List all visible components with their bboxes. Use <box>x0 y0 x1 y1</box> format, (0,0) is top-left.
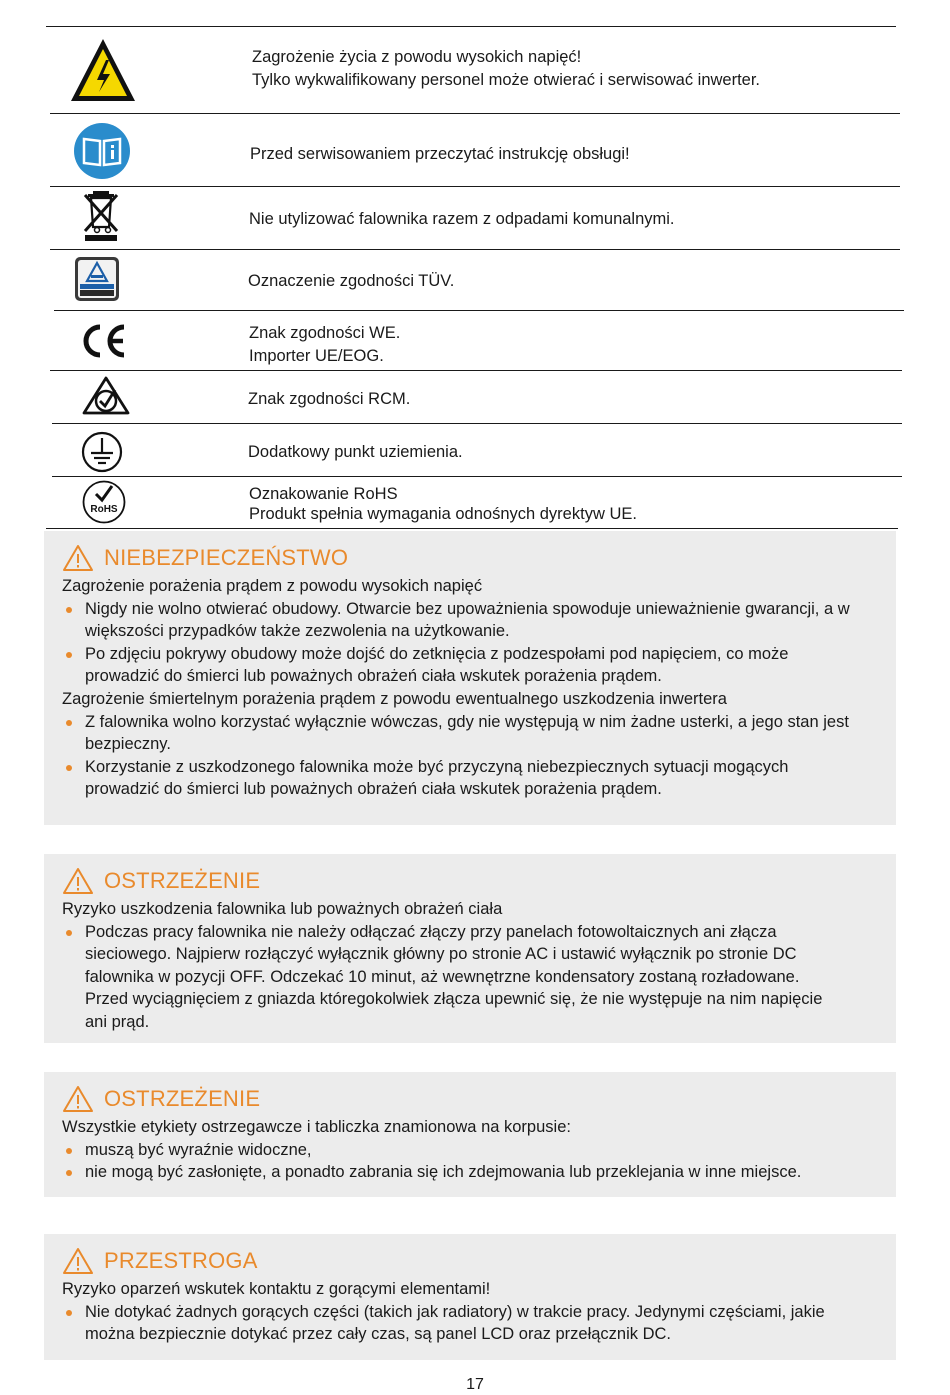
notice-bullet-item: Korzystanie z uszkodzonego falownika może być przyczyną niebezpiecznych sytuacji mogących <box>62 756 896 779</box>
warning-triangle-icon <box>62 867 94 895</box>
table-rule <box>46 26 896 27</box>
symbol-description: Importer UE/EOG. <box>249 347 384 365</box>
notice-bullet-continuation: falownika w pozycji OFF. Odczekać 10 minut, aż wewnętrzne kondensatory zostaną rozładowane. <box>85 967 800 986</box>
notice-body <box>62 898 896 1034</box>
warning-notice <box>44 854 896 1043</box>
notice-bullet-item: Z falownika wolno korzystać wyłącznie wówczas, gdy nie występują w nim żadne usterki, a jego stan jest <box>62 711 896 734</box>
symbol-description: Znak zgodności WE. <box>249 324 401 342</box>
page-number: 17 <box>466 1376 484 1393</box>
symbol-description: Dodatkowy punkt uziemienia. <box>248 443 463 461</box>
notice-title: OSTRZEŻENIE <box>104 1086 261 1111</box>
notice-subheading: Ryzyko oparzeń wskutek kontaktu z gorącymi elementami! <box>62 1280 491 1298</box>
notice-subheading: Wszystkie etykiety ostrzegawcze i tabliczka znamionowa na korpusie: <box>62 1118 571 1136</box>
rohs-icon <box>80 480 128 524</box>
notice-bullet-continuation: większości przypadków także zezwolenia na użytkowanie. <box>85 622 510 641</box>
notice-bullet-item: Podczas pracy falownika nie należy odłączać złączy przy panelach fotowoltaicznych ani złącza <box>62 921 896 944</box>
notice-bullet-continuation: sieciowego. Najpierw rozłączyć wyłącznik główny po stronie AC i ustawić wyłącznik po stronie DC <box>85 945 797 964</box>
symbol-table <box>0 0 950 530</box>
notice-bullet-item: Po zdjęciu pokrywy obudowy może dojść do zetknięcia z podzespołami pod napięciem, co może <box>62 643 896 666</box>
symbol-description: Produkt spełnia wymagania odnośnych dyrektyw UE. <box>249 505 637 523</box>
notice-title: PRZESTROGA <box>104 1248 258 1273</box>
symbol-description: Przed serwisowaniem przeczytać instrukcję obsługi! <box>250 145 630 163</box>
warning-triangle-icon <box>62 1247 94 1275</box>
table-rule <box>54 310 904 311</box>
table-rule <box>52 476 902 477</box>
notice-title: NIEBEZPIECZEŃSTWO <box>104 545 349 570</box>
symbol-description: Znak zgodności RCM. <box>248 390 411 408</box>
notice-bullet-item: Nigdy nie wolno otwierać obudowy. Otwarcie bez upoważnienia spowoduje unieważnienie gwarancji, a w <box>62 598 896 621</box>
notice-body <box>62 1116 896 1184</box>
symbol-description: Nie utylizować falownika razem z odpadami komunalnymi. <box>249 210 675 228</box>
symbol-description: Zagrożenie życia z powodu wysokich napięć! <box>252 48 582 66</box>
table-rule <box>50 370 902 371</box>
symbol-description: Oznaczenie zgodności TÜV. <box>248 272 455 290</box>
notice-bullet-item: muszą być wyraźnie widoczne, <box>62 1139 896 1162</box>
warning-notice <box>44 1072 896 1197</box>
ground-icon <box>80 430 124 474</box>
notice-body <box>62 575 896 801</box>
notice-subheading: Ryzyko uszkodzenia falownika lub poważnych obrażeń ciała <box>62 900 503 918</box>
notice-subheading: Zagrożenie porażenia prądem z powodu wysokich napięć <box>62 577 483 595</box>
notice-bullet-continuation: bezpieczny. <box>85 735 171 754</box>
symbol-description: Tylko wykwalifikowany personel może otwierać i serwisować inwerter. <box>252 71 761 89</box>
symbol-description: Oznakowanie RoHS <box>249 485 398 503</box>
table-rule <box>50 186 900 187</box>
table-rule <box>52 423 902 424</box>
table-rule <box>46 528 898 529</box>
notice-bullet-continuation: można bezpiecznie dotykać przez cały czas, są panel LCD oraz przełącznik DC. <box>85 1325 672 1344</box>
danger-notice <box>44 531 896 825</box>
notice-bullet-continuation: prowadzić do śmierci lub poważnych obrażeń ciała wskutek porażenia prądem. <box>85 667 662 686</box>
warning-triangle-icon <box>62 544 94 572</box>
notice-bullet-continuation: Przed wyciągnięciem z gniazda któregokolwiek złącza upewnić się, że nie występuje na nim napięcie <box>85 990 823 1009</box>
tuv-certified-icon <box>74 256 120 302</box>
read-manual-icon <box>72 122 132 180</box>
notice-subheading: Zagrożenie śmiertelnym porażenia prądem z powodu ewentualnego uszkodzenia inwertera <box>62 689 727 708</box>
notice-bullet-item: nie mogą być zasłonięte, a ponadto zabrania się ich zdejmowania lub przeklejania w inne miejsce. <box>62 1161 896 1184</box>
rohs-badge-text: RoHS <box>90 504 118 515</box>
notice-bullet-continuation: ani prąd. <box>85 1012 150 1031</box>
notice-body <box>62 1278 896 1346</box>
high-voltage-icon <box>68 35 138 105</box>
notice-bullet-continuation: prowadzić do śmierci lub poważnych obrażeń ciała wskutek porażenia prądem. <box>85 780 662 799</box>
rcm-mark-icon <box>80 375 132 417</box>
ce-mark-icon <box>78 322 130 360</box>
notice-bullet-item: Nie dotykać żadnych gorących części (takich jak radiatory) w trakcie pracy. Jedynymi częściami, jakie <box>62 1301 896 1324</box>
table-rule <box>50 249 900 250</box>
weee-bin-icon <box>80 189 122 243</box>
warning-triangle-icon <box>62 1085 94 1113</box>
notice-title: OSTRZEŻENIE <box>104 868 261 893</box>
table-rule <box>50 113 900 114</box>
caution-notice <box>44 1234 896 1360</box>
